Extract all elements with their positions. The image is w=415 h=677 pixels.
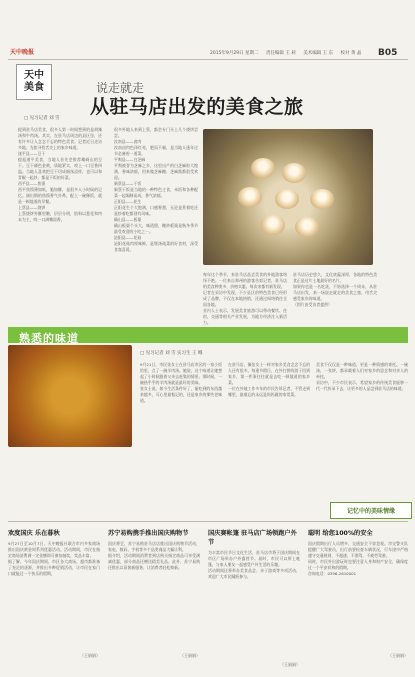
issue-date: 2015年9月29日 星期二 (210, 51, 259, 56)
bottom-col-4-text: 国庆假期出行人员增多，交通安全不容忽视。市交警支队提醒广大驾驶员，出行前要检查车辆状况，行车途中严格遵守交通规则，不超速、不酒驾、不疲劳驾驶。 同时，市民外出游玩时也要注意人身和财产安全，确保度过一个平安祥和的假期。 咨询电话：0396-2610001 (308, 541, 408, 576)
bottom-rule (8, 521, 408, 522)
bottom-col-4-byline: （王娟娟） (388, 653, 408, 658)
article-two-column-2: 在驻马店，像张女士一样对家乡美食念念不忘的人还有很多。每逢节假日，在外打拼的游子回到家乡，第一件事往往就是去吃一顿地道的家乡菜。 一位在外地工作多年的市民告诉记者，不管走到哪里，最难忘的永远是妈妈做的家常菜。 (228, 362, 310, 397)
dumpling-item (282, 163, 306, 183)
editor-credit: 责任编辑 王 莉 (265, 51, 296, 56)
article-column-1: 提到驻马店美食，很多人第一时间想到的是胡辣汤和牛肉汤。其实，在驻马店周边的县区里，还有许多让人念念不忘的特色美食。记者近日走访多地，为您寻找舌尖上的家乡味道。 遂平县——豆干 提起遂平美食，当地人首先会推荐嵖岈山的豆干。豆干颜色金黄，质地紧实，咬上一口豆香四溢。当地人喜欢把豆干切成细丝凉拌，也可以和青椒一起炒，都是下饭的好菜。 西平县——焦馍 西平焦馍薄如纸，脆如酥，是很多人小时候的记忆。刚出锅的焦馍香气扑鼻，配上一碗稀饭，就是一顿地道的早餐。 上蔡县——烧饼 上蔡烧饼外酥里嫩，层层分明，馅料以葱花和肉末为主，咬一口满嘴留香。 (18, 127, 102, 222)
dumpling-item (295, 217, 319, 237)
bottom-col-1-title: 欢度国庆 乐在暮秋 (8, 530, 60, 537)
section-box (16, 64, 52, 100)
masthead-logo: 天中晚报 (10, 49, 35, 56)
article-column-4: 驻马店历史悠久，文化底蕴深厚，各地的特色美食正是这片土地最好的名片。 如果你也是一名吃货，不妨选择一个周末，从驻马店出发，来一场说走就走的美食之旅，用舌尖感受家乡的味道。 （图片由受访者提供） (293, 272, 377, 307)
article-two-column-3: 美食不仅仅是一种味道，更是一种情感的寄托。一碗汤、一张饼，都承载着人们对家乡的思念和对亲人的牵挂。 采访中，不少市民表示，希望家乡的传统美食能够一代一代传承下去，让更多的人品尝到驻马店的味道。 (316, 362, 408, 391)
bottom-col-3-byline: （王娟娟） (280, 662, 300, 667)
dumpling-item (310, 189, 334, 209)
article-column-2: 很多外地人来到上蔡，都会专门买上几个烧饼尝尝。 汝南县——卤肉 汝南卤肉色泽红亮，肥而不腻，是当地人逢年过节必备的一道菜。 平舆县——白芝麻 平舆被誉为芝麻之乡，这里出产的白芝麻粒大饱满，香味浓郁，用来做芝麻糖、芝麻酱都很受欢迎。 新蔡县——干饭 新蔡干饭是当地的一种特色主食，米饭和各种配菜一起焖制而成，香气浓郁。 正阳县——花生 正阳花生个大饱满，口感香甜，无论是煮着吃还是炒着吃都别有风味。 确山县——板栗 确山板栗个头大，味道甜，糖炒板栗是秋冬季节最受欢迎的小吃之一。 泌阳县——花菇 泌阳花菇肉厚味鲜，是煲汤炖菜的好食材，深受食客喜爱。 (114, 127, 198, 252)
section-line-2: 美食 (24, 82, 44, 93)
section-two-tag: 记忆中的美味情缘 (330, 502, 412, 519)
proof-credit: 校对 黄 晶 (340, 51, 362, 56)
bottom-col-1-byline: （王娟娟） (80, 653, 100, 658)
article-column-3: 每年这个季节，来驻马店品尝美食的外地游客络绎不绝。一位来自郑州的游客告诉记者，驻马店的美食种类多，价格实惠，每次来都有新发现。 记者在采访中发现，不少县区的特色美食已经形成了品牌，不仅在本地热销，还通过网络销往全国各地。 业内人士表示，发展美食旅游可以带动餐饮、住宿、交通等相关产业发展，为地方经济注入新活力。 (203, 272, 287, 325)
article-two-column-1: 9月21日，市民张女士在驻马店市区的一家小饭馆里，点了一碗羊肉汤。她说，这个味道让她想起了小时候跟着父亲去赶集的情景。那时候，一碗热乎乎的羊肉汤就是最好的美味。 张女士说，如今生活条件好了，能吃到的东西越来越多，可心里最惦记的，还是家乡的那些老味道。 (140, 362, 222, 403)
dumpling-photo (203, 129, 373, 265)
section-line-1: 天中 (24, 70, 44, 81)
headline-subtitle: 说走就走 (96, 81, 145, 95)
bottom-col-3-title: 国庆赛帐篷 驻马店广场领跑户外节 (208, 530, 297, 546)
section-two-title: 熟悉的味道 (19, 332, 79, 345)
top-rule (8, 59, 408, 60)
dumpling-item (275, 189, 299, 209)
bottom-col-4-title: 聪明 给您100%的安全 (308, 530, 373, 537)
dumpling-item (238, 187, 262, 207)
bottom-col-3-text: 为丰富市民节日文化生活，驻马店市将于国庆期间在市区广场举办户外露营节。届时，市民可以带上帐篷，与家人朋友一起感受户外生活的乐趣。 活动期间还将举办美食品尝、亲子游戏等多项活动，欢迎广大市民踊跃参与。 (208, 550, 300, 579)
article-two-byline: □ 见习记者 刘 雪 实习生 王 娜 (140, 351, 203, 356)
soup-photo (8, 345, 132, 447)
bottom-col-2 (108, 528, 200, 668)
bottom-col-2-text: 国庆将至，苏宁易购驻马店店推出国庆购物节活动，家电、数码、手机等多个品类商品大幅让利。 据介绍，活动期间消费者到店购买指定商品可享受满减优惠，部分商品还赠送精美礼品。此外，苏宁易购还推出以旧换新服务，让消费者轻松换新。 (108, 541, 200, 570)
bottom-col-1-text: 9月27日至10月7日，天中晚报社联合市内多家商场推出国庆黄金周系列优惠活动。活动期间，市民在指定商场消费满一定金额即可参加抽奖，奖品丰富。 据了解，今年国庆期间，市区各大商场、超市都准备了充足的货源，并推出多种促销活动，让市民在家门口就能过一个快乐的假期。 (8, 541, 100, 576)
bottom-col-2-byline: （王娟娟） (180, 653, 200, 658)
designer-credit: 美术编辑 王 东 (303, 51, 334, 56)
headline-title: 从驻马店出发的美食之旅 (90, 96, 304, 118)
article-byline: □ 见习记者 刘 雪 (24, 116, 60, 121)
bottom-col-2-title: 苏宁易购携手推出国庆购物节 (108, 530, 189, 537)
dumpling-item (251, 158, 275, 178)
dumpling-item (261, 215, 285, 235)
bottom-col-4 (308, 528, 408, 668)
page-number: B05 (378, 48, 398, 58)
bottom-col-3 (208, 528, 300, 668)
bottom-col-1 (8, 528, 100, 668)
masthead-meta (210, 50, 370, 56)
